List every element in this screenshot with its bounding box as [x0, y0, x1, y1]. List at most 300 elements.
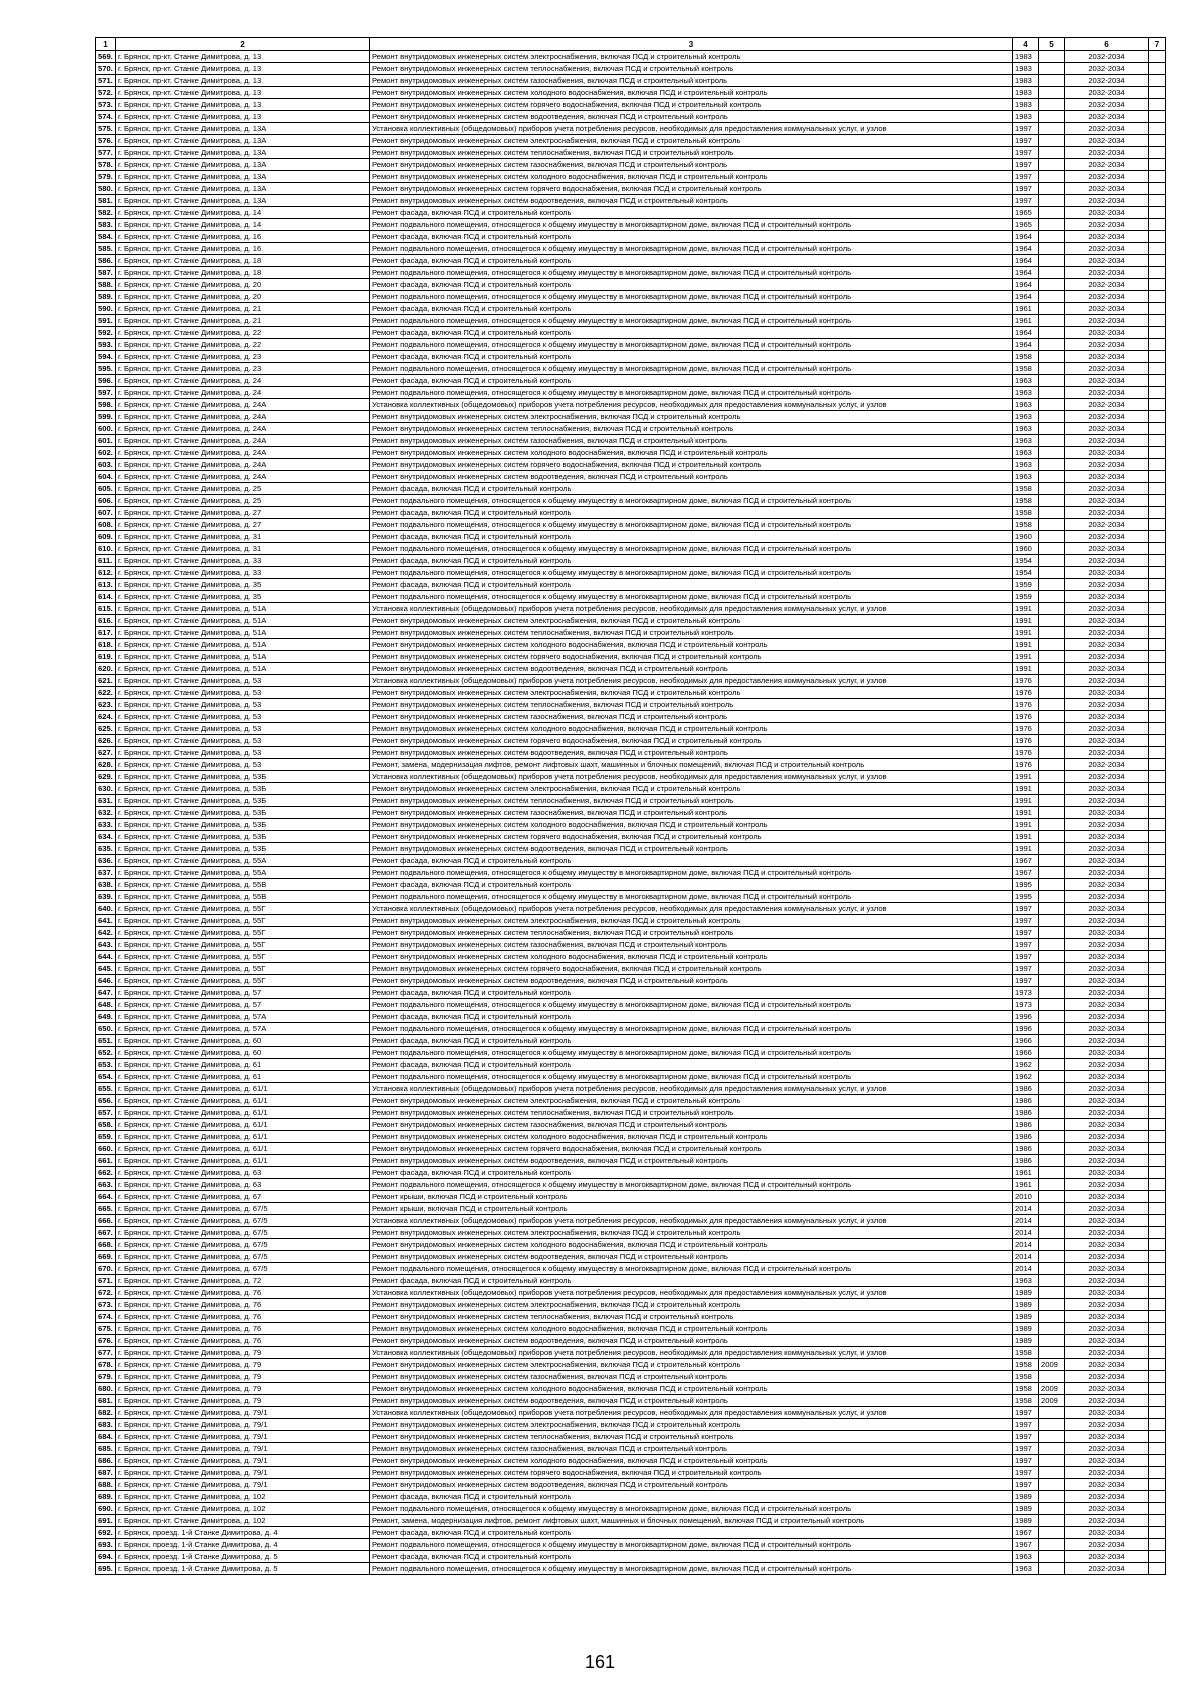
planned-period-cell: 2032-2034 [1065, 267, 1149, 279]
note-cell [1149, 543, 1166, 555]
work-type-cell: Ремонт подвального помещения, относящегося к общему имуществу в многоквартирном доме, включая ПСД и строительный контроль [370, 267, 1013, 279]
overhaul-year-cell [1039, 195, 1065, 207]
row-number-cell: 647. [96, 987, 116, 999]
work-type-cell: Ремонт внутридомовых инженерных систем горячего водоснабжения, включая ПСД и строительный контроль [370, 651, 1013, 663]
planned-period-cell: 2032-2034 [1065, 651, 1149, 663]
work-type-cell: Ремонт внутридомовых инженерных систем холодного водоснабжения, включая ПСД и строительный контроль [370, 1131, 1013, 1143]
table-row [96, 555, 1166, 567]
overhaul-year-cell [1039, 531, 1065, 543]
work-type-cell: Ремонт фасада, включая ПСД и строительный контроль [370, 1035, 1013, 1047]
work-type-cell: Ремонт внутридомовых инженерных систем водоотведения, включая ПСД и строительный контроль [370, 747, 1013, 759]
overhaul-year-cell [1039, 1143, 1065, 1155]
work-type-cell: Установка коллективных (общедомовых) приборов учета потребления ресурсов, необходимых для предоставления коммунальных услуг, и узлов [370, 1215, 1013, 1227]
planned-period-cell: 2032-2034 [1065, 219, 1149, 231]
planned-period-cell: 2032-2034 [1065, 1107, 1149, 1119]
note-cell [1149, 291, 1166, 303]
row-number-cell: 642. [96, 927, 116, 939]
address-cell: г. Брянск, пр-кт. Станке Димитрова, д. 35 [116, 591, 370, 603]
overhaul-year-cell [1039, 1107, 1065, 1119]
work-type-cell: Ремонт внутридомовых инженерных систем водоотведения, включая ПСД и строительный контроль [370, 1479, 1013, 1491]
overhaul-year-cell [1039, 1311, 1065, 1323]
work-type-cell: Ремонт фасада, включая ПСД и строительный контроль [370, 1011, 1013, 1023]
work-type-cell: Ремонт внутридомовых инженерных систем электроснабжения, включая ПСД и строительный контроль [370, 1227, 1013, 1239]
address-cell: г. Брянск, пр-кт. Станке Димитрова, д. 79/1 [116, 1419, 370, 1431]
document-sheet [95, 37, 1165, 1575]
planned-period-cell: 2032-2034 [1065, 723, 1149, 735]
row-number-cell: 677. [96, 1347, 116, 1359]
work-type-cell: Ремонт внутридомовых инженерных систем электроснабжения, включая ПСД и строительный контроль [370, 1299, 1013, 1311]
table-row [96, 699, 1166, 711]
address-cell: г. Брянск, пр-кт. Станке Димитрова, д. 53 [116, 699, 370, 711]
work-type-cell: Ремонт внутридомовых инженерных систем газоснабжения, включая ПСД и строительный контроль [370, 1443, 1013, 1455]
work-type-cell: Установка коллективных (общедомовых) приборов учета потребления ресурсов, необходимых для предоставления коммунальных услуг, и узлов [370, 1083, 1013, 1095]
build-year-cell: 2014 [1013, 1215, 1039, 1227]
work-type-cell: Установка коллективных (общедомовых) приборов учета потребления ресурсов, необходимых для предоставления коммунальных услуг, и узлов [370, 1407, 1013, 1419]
planned-period-cell: 2032-2034 [1065, 879, 1149, 891]
overhaul-year-cell [1039, 903, 1065, 915]
work-type-cell: Ремонт фасада, включая ПСД и строительный контроль [370, 255, 1013, 267]
row-number-cell: 597. [96, 387, 116, 399]
overhaul-year-cell [1039, 1527, 1065, 1539]
build-year-cell: 1997 [1013, 1479, 1039, 1491]
planned-period-cell: 2032-2034 [1065, 567, 1149, 579]
planned-period-cell: 2032-2034 [1065, 759, 1149, 771]
table-body [96, 51, 1166, 1575]
table-row [96, 1479, 1166, 1491]
row-number-cell: 611. [96, 555, 116, 567]
address-cell: г. Брянск, пр-кт. Станке Димитрова, д. 79/1 [116, 1479, 370, 1491]
row-number-cell: 582. [96, 207, 116, 219]
table-row [96, 75, 1166, 87]
row-number-cell: 569. [96, 51, 116, 63]
overhaul-year-cell [1039, 1479, 1065, 1491]
note-cell [1149, 363, 1166, 375]
work-type-cell: Ремонт внутридомовых инженерных систем теплоснабжения, включая ПСД и строительный контроль [370, 423, 1013, 435]
work-type-cell: Ремонт подвального помещения, относящегося к общему имуществу в многоквартирном доме, включая ПСД и строительный контроль [370, 495, 1013, 507]
overhaul-year-cell [1039, 699, 1065, 711]
overhaul-year-cell [1039, 219, 1065, 231]
table-row [96, 1215, 1166, 1227]
overhaul-year-cell [1039, 1131, 1065, 1143]
planned-period-cell: 2032-2034 [1065, 435, 1149, 447]
overhaul-year-cell [1039, 807, 1065, 819]
table-row [96, 1395, 1166, 1407]
address-cell: г. Брянск, пр-кт. Станке Димитрова, д. 79/1 [116, 1431, 370, 1443]
table-row [96, 1179, 1166, 1191]
work-type-cell: Ремонт подвального помещения, относящегося к общему имуществу в многоквартирном доме, включая ПСД и строительный контроль [370, 1263, 1013, 1275]
work-type-cell: Ремонт внутридомовых инженерных систем электроснабжения, включая ПСД и строительный контроль [370, 615, 1013, 627]
address-cell: г. Брянск, пр-кт. Станке Димитрова, д. 55Г [116, 963, 370, 975]
overhaul-year-cell [1039, 87, 1065, 99]
work-type-cell: Ремонт подвального помещения, относящегося к общему имуществу в многоквартирном доме, включая ПСД и строительный контроль [370, 543, 1013, 555]
work-type-cell: Ремонт внутридомовых инженерных систем газоснабжения, включая ПСД и строительный контроль [370, 711, 1013, 723]
table-row [96, 519, 1166, 531]
note-cell [1149, 939, 1166, 951]
table-row [96, 99, 1166, 111]
planned-period-cell: 2032-2034 [1065, 135, 1149, 147]
work-type-cell: Ремонт фасада, включая ПСД и строительный контроль [370, 1491, 1013, 1503]
address-cell: г. Брянск, пр-кт. Станке Димитрова, д. 55Г [116, 903, 370, 915]
note-cell [1149, 1323, 1166, 1335]
build-year-cell: 1976 [1013, 723, 1039, 735]
planned-period-cell: 2032-2034 [1065, 939, 1149, 951]
note-cell [1149, 1215, 1166, 1227]
build-year-cell: 1963 [1013, 435, 1039, 447]
note-cell [1149, 783, 1166, 795]
overhaul-year-cell [1039, 1179, 1065, 1191]
address-cell: г. Брянск, пр-кт. Станке Димитрова, д. 24 [116, 387, 370, 399]
address-cell: г. Брянск, пр-кт. Станке Димитрова, д. 13 [116, 111, 370, 123]
address-cell: г. Брянск, пр-кт. Станке Димитрова, д. 18 [116, 267, 370, 279]
row-number-cell: 577. [96, 147, 116, 159]
row-number-cell: 593. [96, 339, 116, 351]
work-type-cell: Ремонт подвального помещения, относящегося к общему имуществу в многоквартирном доме, включая ПСД и строительный контроль [370, 891, 1013, 903]
work-type-cell: Ремонт внутридомовых инженерных систем газоснабжения, включая ПСД и строительный контроль [370, 807, 1013, 819]
build-year-cell: 1989 [1013, 1491, 1039, 1503]
overhaul-year-cell [1039, 1155, 1065, 1167]
overhaul-year-cell [1039, 171, 1065, 183]
work-type-cell: Установка коллективных (общедомовых) приборов учета потребления ресурсов, необходимых для предоставления коммунальных услуг, и узлов [370, 123, 1013, 135]
overhaul-year-cell [1039, 1203, 1065, 1215]
table-row [96, 231, 1166, 243]
build-year-cell: 1964 [1013, 291, 1039, 303]
overhaul-year-cell [1039, 831, 1065, 843]
row-number-cell: 658. [96, 1119, 116, 1131]
planned-period-cell: 2032-2034 [1065, 1503, 1149, 1515]
build-year-cell: 1964 [1013, 327, 1039, 339]
table-row [96, 1467, 1166, 1479]
table-row [96, 195, 1166, 207]
table-row [96, 675, 1166, 687]
table-row [96, 1143, 1166, 1155]
work-type-cell: Установка коллективных (общедомовых) приборов учета потребления ресурсов, необходимых для предоставления коммунальных услуг, и узлов [370, 771, 1013, 783]
address-cell: г. Брянск, пр-кт. Станке Димитрова, д. 61/1 [116, 1155, 370, 1167]
address-cell: г. Брянск, пр-кт. Станке Димитрова, д. 79 [116, 1371, 370, 1383]
note-cell [1149, 1503, 1166, 1515]
row-number-cell: 662. [96, 1167, 116, 1179]
address-cell: г. Брянск, пр-кт. Станке Димитрова, д. 16 [116, 243, 370, 255]
build-year-cell: 1963 [1013, 447, 1039, 459]
address-cell: г. Брянск, пр-кт. Станке Димитрова, д. 76 [116, 1287, 370, 1299]
build-year-cell: 1958 [1013, 363, 1039, 375]
planned-period-cell: 2032-2034 [1065, 1455, 1149, 1467]
work-type-cell: Установка коллективных (общедомовых) приборов учета потребления ресурсов, необходимых для предоставления коммунальных услуг, и узлов [370, 675, 1013, 687]
note-cell [1149, 735, 1166, 747]
work-type-cell: Ремонт внутридомовых инженерных систем водоотведения, включая ПСД и строительный контроль [370, 1395, 1013, 1407]
address-cell: г. Брянск, пр-кт. Станке Димитрова, д. 33 [116, 567, 370, 579]
planned-period-cell: 2032-2034 [1065, 1515, 1149, 1527]
table-row [96, 579, 1166, 591]
row-number-cell: 690. [96, 1503, 116, 1515]
table-row [96, 1527, 1166, 1539]
build-year-cell: 1995 [1013, 891, 1039, 903]
overhaul-year-cell [1039, 75, 1065, 87]
planned-period-cell: 2032-2034 [1065, 1479, 1149, 1491]
row-number-cell: 621. [96, 675, 116, 687]
table-row [96, 687, 1166, 699]
note-cell [1149, 807, 1166, 819]
table-row [96, 363, 1166, 375]
work-type-cell: Ремонт внутридомовых инженерных систем водоотведения, включая ПСД и строительный контроль [370, 1155, 1013, 1167]
table-row [96, 879, 1166, 891]
work-type-cell: Ремонт внутридомовых инженерных систем газоснабжения, включая ПСД и строительный контроль [370, 939, 1013, 951]
work-type-cell: Установка коллективных (общедомовых) приборов учета потребления ресурсов, необходимых для предоставления коммунальных услуг, и узлов [370, 399, 1013, 411]
planned-period-cell: 2032-2034 [1065, 1035, 1149, 1047]
note-cell [1149, 699, 1166, 711]
build-year-cell: 1991 [1013, 819, 1039, 831]
address-cell: г. Брянск, пр-кт. Станке Димитрова, д. 57А [116, 1023, 370, 1035]
build-year-cell: 1997 [1013, 1407, 1039, 1419]
build-year-cell: 1997 [1013, 159, 1039, 171]
table-row [96, 1191, 1166, 1203]
address-cell: г. Брянск, пр-кт. Станке Димитрова, д. 14 [116, 219, 370, 231]
note-cell [1149, 771, 1166, 783]
table-row [96, 1335, 1166, 1347]
work-type-cell: Ремонт внутридомовых инженерных систем водоотведения, включая ПСД и строительный контроль [370, 195, 1013, 207]
build-year-cell: 1958 [1013, 351, 1039, 363]
overhaul-year-cell [1039, 1443, 1065, 1455]
note-cell [1149, 1359, 1166, 1371]
build-year-cell: 1991 [1013, 807, 1039, 819]
planned-period-cell: 2032-2034 [1065, 1203, 1149, 1215]
work-type-cell: Ремонт внутридомовых инженерных систем газоснабжения, включая ПСД и строительный контроль [370, 1119, 1013, 1131]
build-year-cell: 1989 [1013, 1515, 1039, 1527]
row-number-cell: 571. [96, 75, 116, 87]
row-number-cell: 645. [96, 963, 116, 975]
address-cell: г. Брянск, пр-кт. Станке Димитрова, д. 102 [116, 1503, 370, 1515]
table-row [96, 1155, 1166, 1167]
work-type-cell: Установка коллективных (общедомовых) приборов учета потребления ресурсов, необходимых для предоставления коммунальных услуг, и узлов [370, 1347, 1013, 1359]
table-row [96, 1443, 1166, 1455]
address-cell: г. Брянск, пр-кт. Станке Димитрова, д. 13А [116, 147, 370, 159]
planned-period-cell: 2032-2034 [1065, 99, 1149, 111]
planned-period-cell: 2032-2034 [1065, 1071, 1149, 1083]
table-row [96, 735, 1166, 747]
build-year-cell: 1962 [1013, 1059, 1039, 1071]
address-cell: г. Брянск, пр-кт. Станке Димитрова, д. 55В [116, 879, 370, 891]
note-cell [1149, 723, 1166, 735]
note-cell [1149, 759, 1166, 771]
build-year-cell: 1997 [1013, 915, 1039, 927]
build-year-cell: 1989 [1013, 1503, 1039, 1515]
note-cell [1149, 1515, 1166, 1527]
note-cell [1149, 387, 1166, 399]
build-year-cell: 1958 [1013, 1395, 1039, 1407]
work-type-cell: Ремонт фасада, включая ПСД и строительный контроль [370, 531, 1013, 543]
planned-period-cell: 2032-2034 [1065, 1443, 1149, 1455]
work-type-cell: Ремонт внутридомовых инженерных систем холодного водоснабжения, включая ПСД и строительный контроль [370, 1455, 1013, 1467]
build-year-cell: 1954 [1013, 555, 1039, 567]
build-year-cell: 1958 [1013, 1383, 1039, 1395]
address-cell: г. Брянск, пр-кт. Станке Димитрова, д. 25 [116, 483, 370, 495]
note-cell [1149, 507, 1166, 519]
overhaul-year-cell [1039, 591, 1065, 603]
overhaul-year-cell [1039, 927, 1065, 939]
table-row [96, 63, 1166, 75]
planned-period-cell: 2032-2034 [1065, 687, 1149, 699]
overhaul-year-cell [1039, 207, 1065, 219]
planned-period-cell: 2032-2034 [1065, 915, 1149, 927]
table-row [96, 1563, 1166, 1575]
table-row [96, 1263, 1166, 1275]
note-cell [1149, 147, 1166, 159]
planned-period-cell: 2032-2034 [1065, 819, 1149, 831]
note-cell [1149, 891, 1166, 903]
build-year-cell: 1997 [1013, 1443, 1039, 1455]
note-cell [1149, 1491, 1166, 1503]
work-type-cell: Ремонт внутридомовых инженерных систем газоснабжения, включая ПСД и строительный контроль [370, 1371, 1013, 1383]
planned-period-cell: 2032-2034 [1065, 1179, 1149, 1191]
row-number-cell: 574. [96, 111, 116, 123]
build-year-cell: 2014 [1013, 1227, 1039, 1239]
table-row [96, 999, 1166, 1011]
build-year-cell: 1991 [1013, 627, 1039, 639]
row-number-cell: 588. [96, 279, 116, 291]
row-number-cell: 601. [96, 435, 116, 447]
address-cell: г. Брянск, пр-кт. Станке Димитрова, д. 51А [116, 651, 370, 663]
note-cell [1149, 1347, 1166, 1359]
build-year-cell: 1958 [1013, 495, 1039, 507]
note-cell [1149, 219, 1166, 231]
row-number-cell: 578. [96, 159, 116, 171]
build-year-cell: 1964 [1013, 339, 1039, 351]
note-cell [1149, 459, 1166, 471]
overhaul-year-cell [1039, 1323, 1065, 1335]
row-number-cell: 664. [96, 1191, 116, 1203]
planned-period-cell: 2032-2034 [1065, 1299, 1149, 1311]
row-number-cell: 598. [96, 399, 116, 411]
planned-period-cell: 2032-2034 [1065, 423, 1149, 435]
build-year-cell: 1991 [1013, 615, 1039, 627]
note-cell [1149, 1095, 1166, 1107]
planned-period-cell: 2032-2034 [1065, 1359, 1149, 1371]
row-number-cell: 635. [96, 843, 116, 855]
row-number-cell: 653. [96, 1059, 116, 1071]
address-cell: г. Брянск, пр-кт. Станке Димитрова, д. 24А [116, 459, 370, 471]
row-number-cell: 613. [96, 579, 116, 591]
row-number-cell: 639. [96, 891, 116, 903]
build-year-cell: 1997 [1013, 951, 1039, 963]
row-number-cell: 683. [96, 1419, 116, 1431]
note-cell [1149, 987, 1166, 999]
overhaul-year-cell [1039, 435, 1065, 447]
overhaul-year-cell [1039, 159, 1065, 171]
address-cell: г. Брянск, пр-кт. Станке Димитрова, д. 53 [116, 747, 370, 759]
overhaul-year-cell [1039, 843, 1065, 855]
address-cell: г. Брянск, пр-кт. Станке Димитрова, д. 76 [116, 1311, 370, 1323]
work-type-cell: Ремонт внутридомовых инженерных систем холодного водоснабжения, включая ПСД и строительный контроль [370, 639, 1013, 651]
row-number-cell: 603. [96, 459, 116, 471]
table-row [96, 243, 1166, 255]
overhaul-year-cell [1039, 351, 1065, 363]
row-number-cell: 620. [96, 663, 116, 675]
overhaul-year-cell [1039, 747, 1065, 759]
build-year-cell: 1997 [1013, 1467, 1039, 1479]
build-year-cell: 1958 [1013, 507, 1039, 519]
overhaul-year-cell [1039, 459, 1065, 471]
address-cell: г. Брянск, пр-кт. Станке Димитрова, д. 13 [116, 75, 370, 87]
row-number-cell: 682. [96, 1407, 116, 1419]
row-number-cell: 688. [96, 1479, 116, 1491]
planned-period-cell: 2032-2034 [1065, 171, 1149, 183]
planned-period-cell: 2032-2034 [1065, 159, 1149, 171]
table-row [96, 219, 1166, 231]
address-cell: г. Брянск, пр-кт. Станке Димитрова, д. 76 [116, 1323, 370, 1335]
note-cell [1149, 1371, 1166, 1383]
build-year-cell: 1991 [1013, 639, 1039, 651]
build-year-cell: 1997 [1013, 963, 1039, 975]
build-year-cell: 1997 [1013, 1431, 1039, 1443]
table-row [96, 975, 1166, 987]
address-cell: г. Брянск, пр-кт. Станке Димитрова, д. 51А [116, 627, 370, 639]
planned-period-cell: 2032-2034 [1065, 639, 1149, 651]
work-type-cell: Ремонт подвального помещения, относящегося к общему имуществу в многоквартирном доме, включая ПСД и строительный контроль [370, 291, 1013, 303]
row-number-cell: 641. [96, 915, 116, 927]
note-cell [1149, 1467, 1166, 1479]
build-year-cell: 1997 [1013, 903, 1039, 915]
row-number-cell: 650. [96, 1023, 116, 1035]
overhaul-year-cell [1039, 1119, 1065, 1131]
work-type-cell: Ремонт внутридомовых инженерных систем электроснабжения, включая ПСД и строительный контроль [370, 783, 1013, 795]
table-row [96, 939, 1166, 951]
table-row [96, 1287, 1166, 1299]
note-cell [1149, 519, 1166, 531]
row-number-cell: 581. [96, 195, 116, 207]
planned-period-cell: 2032-2034 [1065, 207, 1149, 219]
overhaul-year-cell [1039, 867, 1065, 879]
table-row [96, 183, 1166, 195]
overhaul-year-cell [1039, 1455, 1065, 1467]
address-cell: г. Брянск, пр-кт. Станке Димитрова, д. 24А [116, 435, 370, 447]
overhaul-year-cell [1039, 663, 1065, 675]
row-number-cell: 686. [96, 1455, 116, 1467]
note-cell [1149, 1527, 1166, 1539]
work-type-cell: Ремонт внутридомовых инженерных систем холодного водоснабжения, включая ПСД и строительный контроль [370, 1383, 1013, 1395]
address-cell: г. Брянск, пр-кт. Станке Димитрова, д. 13 [116, 63, 370, 75]
table-row [96, 1167, 1166, 1179]
overhaul-year-cell [1039, 951, 1065, 963]
work-type-cell: Ремонт фасада, включая ПСД и строительный контроль [370, 855, 1013, 867]
address-cell: г. Брянск, пр-кт. Станке Димитрова, д. 13 [116, 51, 370, 63]
address-cell: г. Брянск, пр-кт. Станке Димитрова, д. 53Б [116, 819, 370, 831]
overhaul-year-cell [1039, 291, 1065, 303]
row-number-cell: 609. [96, 531, 116, 543]
build-year-cell: 1973 [1013, 999, 1039, 1011]
note-cell [1149, 483, 1166, 495]
work-type-cell: Ремонт фасада, включая ПСД и строительный контроль [370, 303, 1013, 315]
work-type-cell: Ремонт внутридомовых инженерных систем холодного водоснабжения, включая ПСД и строительный контроль [370, 447, 1013, 459]
work-type-cell: Ремонт внутридомовых инженерных систем теплоснабжения, включая ПСД и строительный контроль [370, 1311, 1013, 1323]
table-row [96, 1035, 1166, 1047]
row-number-cell: 660. [96, 1143, 116, 1155]
address-cell: г. Брянск, пр-кт. Станке Димитрова, д. 79/1 [116, 1407, 370, 1419]
address-cell: г. Брянск, пр-кт. Станке Димитрова, д. 31 [116, 531, 370, 543]
planned-period-cell: 2032-2034 [1065, 927, 1149, 939]
overhaul-year-cell [1039, 855, 1065, 867]
planned-period-cell: 2032-2034 [1065, 447, 1149, 459]
table-row [96, 267, 1166, 279]
planned-period-cell: 2032-2034 [1065, 543, 1149, 555]
planned-period-cell: 2032-2034 [1065, 1227, 1149, 1239]
work-type-cell: Ремонт фасада, включая ПСД и строительный контроль [370, 555, 1013, 567]
overhaul-year-cell [1039, 63, 1065, 75]
work-type-cell: Ремонт фасада, включая ПСД и строительный контроль [370, 1527, 1013, 1539]
overhaul-year-cell [1039, 1083, 1065, 1095]
table-row [96, 1491, 1166, 1503]
note-cell [1149, 819, 1166, 831]
build-year-cell: 1963 [1013, 1275, 1039, 1287]
overhaul-year-cell [1039, 723, 1065, 735]
